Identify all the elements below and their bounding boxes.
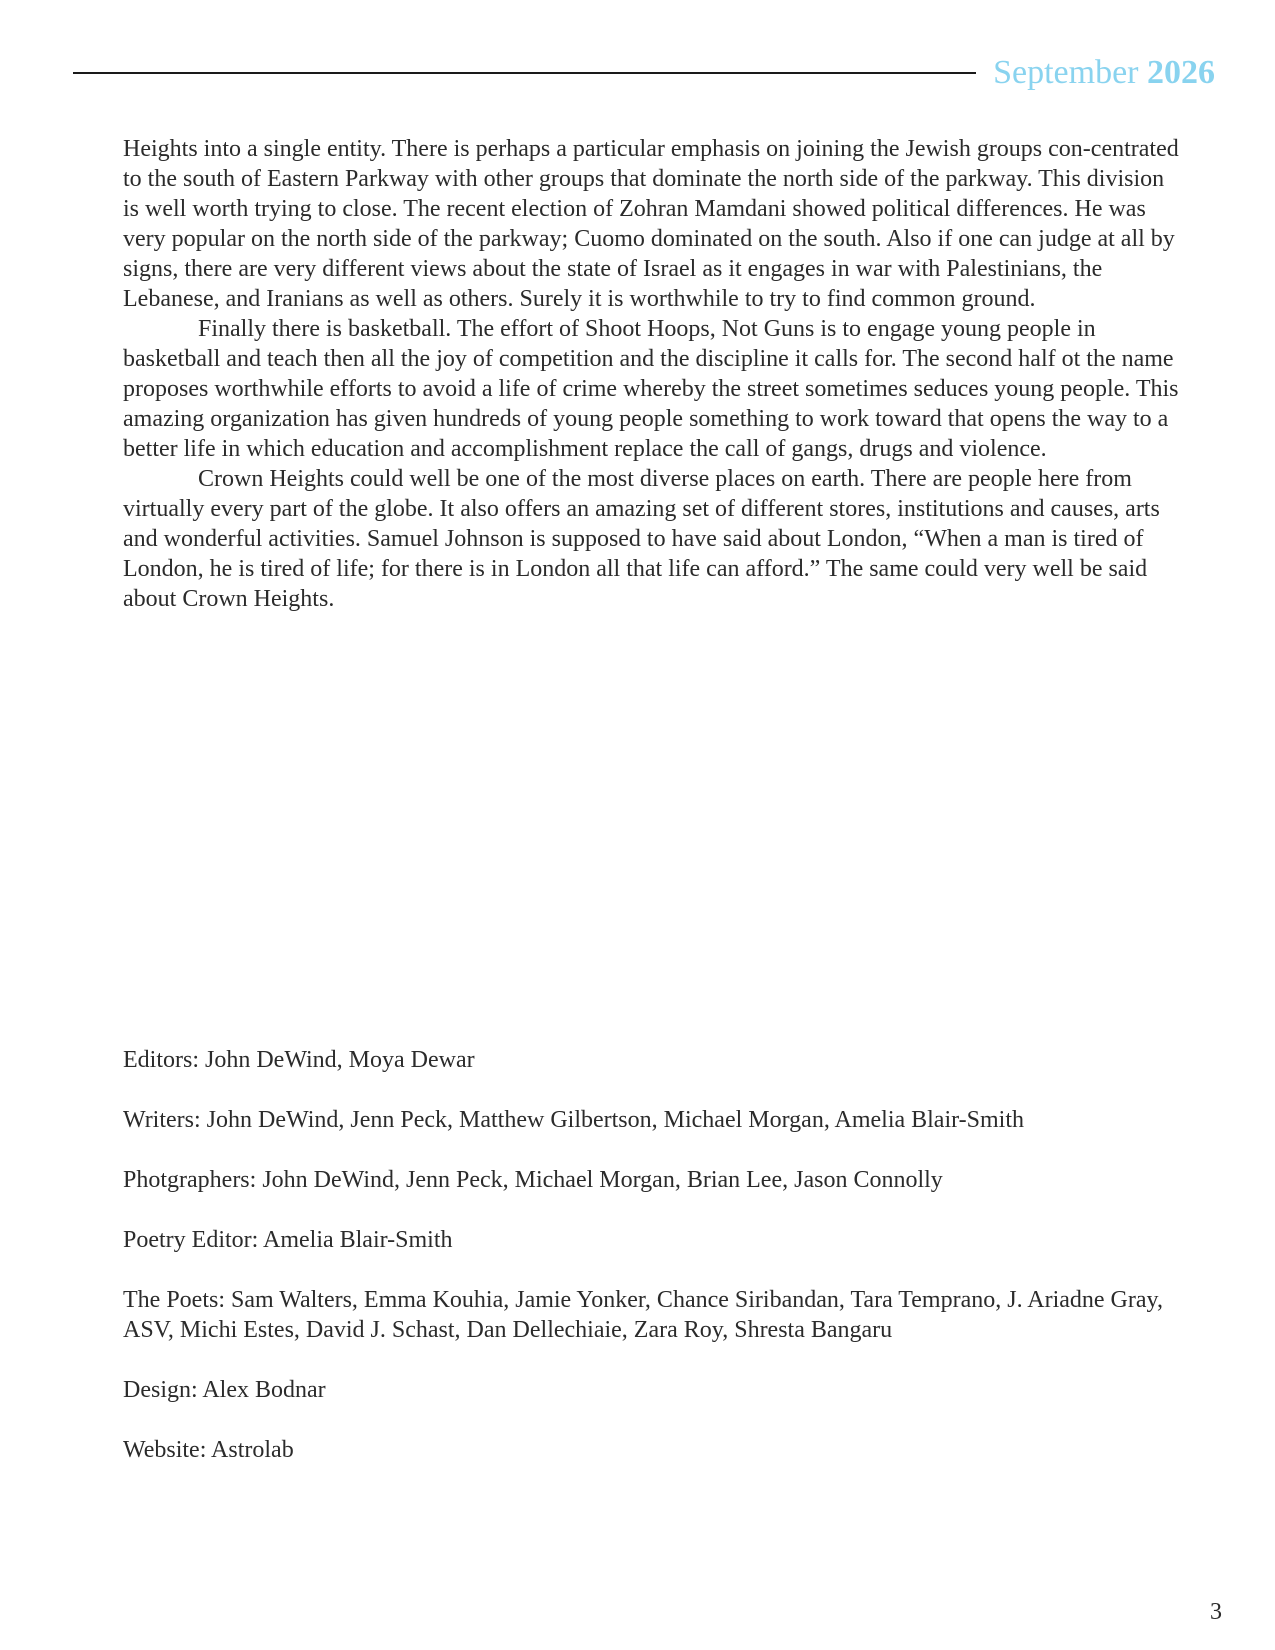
article-paragraph: Finally there is basketball. The effort of Shoot Hoops, Not Guns is to engage young people in basketball and teach then all the joy of competition and the discipline it calls for. The second half ot the name proposes worthwhile efforts to avoid a life of crime whereby the street sometimes seduces young people. This amazing organization has given hundreds of young people something to work toward that opens the way to a better life in which education and accomplishment replace the call of gangs, drugs and violence. (123, 316, 1179, 462)
issue-month: September (993, 54, 1139, 91)
header-rule (73, 72, 976, 74)
credits-website: Website: Astrolab (123, 1437, 294, 1463)
article-body (123, 134, 1183, 614)
article-paragraph: Heights into a single entity. There is perhaps a particular emphasis on joining the Jewish groups con-centrated to the south of Eastern Parkway with other groups that dominate the north side of the parkway. This division is well worth trying to close. The recent election of Zohran Mamdani showed political differences. He was very popular on the north side of the parkway; Cuomo dominated on the south. Also if one can judge at all by signs, there are very different views about the state of Israel as it engages in war with Palestinians, the Lebanese, and Iranians as well as others. Surely it is worthwhile to try to find common ground. (123, 136, 1179, 312)
credits-design: Design: Alex Bodnar (123, 1377, 326, 1403)
page-number: 3 (1210, 1599, 1222, 1625)
credits-poetry-editor: Poetry Editor: Amelia Blair-Smith (123, 1227, 453, 1253)
credits-photographers: Photgraphers: John DeWind, Jenn Peck, Michael Morgan, Brian Lee, Jason Connolly (123, 1167, 943, 1193)
issue-year: 2026 (1147, 54, 1215, 91)
credits-section (123, 1045, 1163, 1495)
article-paragraph: Crown Heights could well be one of the most diverse places on earth. There are people here from virtually every part of the globe. It also offers an amazing set of different stores, institutions and causes, arts and wonderful activities. Samuel Johnson is supposed to have said about London, “When a man is tired of London, he is tired of life; for there is in London all that life can afford.” The same could very well be said about Crown Heights. (123, 466, 1160, 612)
issue-date (993, 53, 1215, 93)
credits-writers: Writers: John DeWind, Jenn Peck, Matthew Gilbertson, Michael Morgan, Amelia Blair-Smith (123, 1107, 1024, 1133)
credits-poets: The Poets: Sam Walters, Emma Kouhia, Jamie Yonker, Chance Siribandan, Tara Temprano, J. Ariadne Gray, ASV, Michi Estes, David J. Schast, Dan Dellechiaie, Zara Roy, Shresta Bangaru (123, 1287, 1163, 1343)
credits-editors: Editors: John DeWind, Moya Dewar (123, 1047, 475, 1073)
